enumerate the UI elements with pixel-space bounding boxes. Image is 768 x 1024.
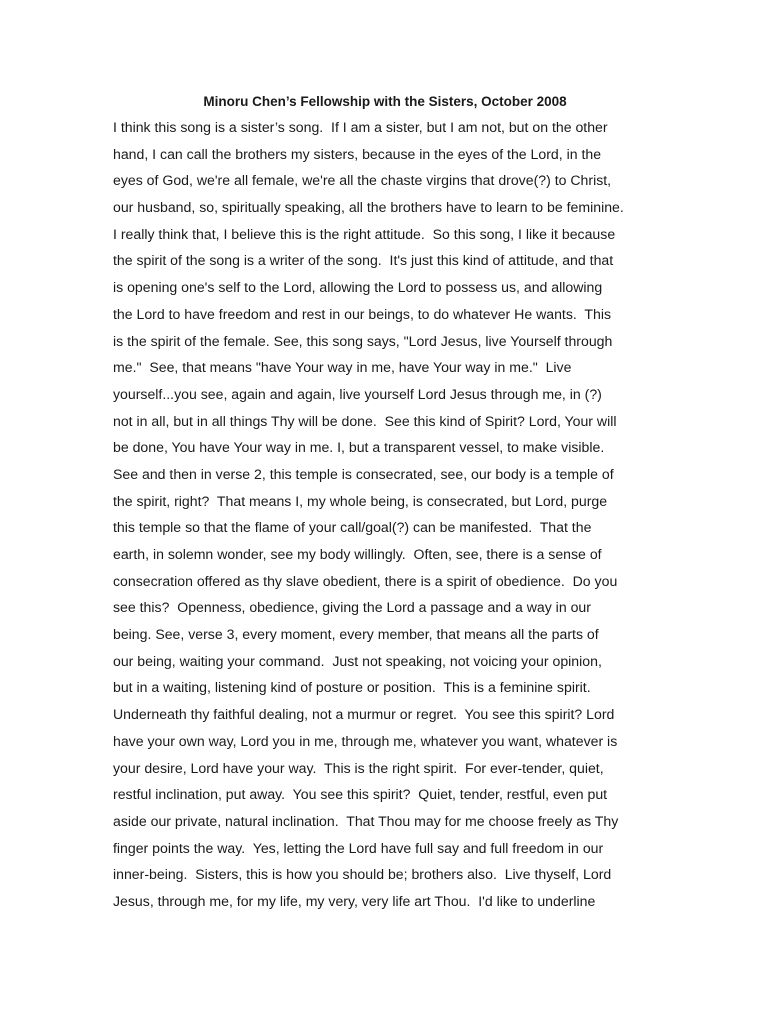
body-line: your desire, Lord have your way. This is the right spirit. For ever-tender, quiet, — [113, 759, 604, 776]
body-line: aside our private, natural inclination. That Thou may for me choose freely as Thy — [113, 812, 619, 829]
body-line: yourself...you see, again and again, live yourself Lord Jesus through me, in (?) — [113, 385, 602, 402]
body-line: the spirit, right? That means I, my whole being, is consecrated, but Lord, purge — [113, 492, 608, 509]
body-line: eyes of God, we're all female, we're all the chaste virgins that drove(?) to Christ, — [113, 172, 612, 189]
body-line: the Lord to have freedom and rest in our beings, to do whatever He wants. This — [113, 305, 612, 322]
body-line: I think this song is a sister’s song. If I am a sister, but I am not, but on the other — [113, 119, 608, 135]
document-title: Minoru Chen’s Fellowship with the Sisters, October 2008 — [203, 94, 567, 109]
body-line: restful inclination, put away. You see this spirit? Quiet, tender, restful, even put — [113, 786, 608, 803]
body-line: me." See, that means "have Your way in me, have Your way in me." Live — [113, 359, 572, 376]
body-line: this temple so that the flame of your call/goal(?) can be manifested. That the — [113, 519, 592, 536]
body-line: inner-being. Sisters, this is how you should be; brothers also. Live thyself, Lord — [113, 866, 612, 883]
body-line: is opening one's self to the Lord, allowing the Lord to possess us, and allowing — [113, 279, 603, 296]
body-line: Jesus, through me, for my life, my very, very life art Thou. I'd like to underline — [113, 892, 596, 909]
body-line: see this? Openness, obedience, giving the Lord a passage and a way in our — [113, 599, 591, 616]
document-body — [113, 114, 673, 915]
body-line: See and then in verse 2, this temple is consecrated, see, our body is a temple of — [113, 465, 614, 482]
body-line: but in a waiting, listening kind of posture or position. This is a feminine spirit. — [113, 679, 591, 696]
body-line: the spirit of the song is a writer of the song. It's just this kind of attitude, and that — [113, 252, 614, 269]
body-line: being. See, verse 3, every moment, every member, that means all the parts of — [113, 626, 599, 643]
body-line: hand, I can call the brothers my sisters, because in the eyes of the Lord, in the — [113, 145, 602, 162]
body-line: have your own way, Lord you in me, through me, whatever you want, whatever is — [113, 732, 618, 749]
body-line: I really think that, I believe this is the right attitude. So this song, I like it because — [113, 225, 616, 242]
body-line: our husband, so, spiritually speaking, all the brothers have to learn to be feminine. — [113, 199, 624, 216]
body-line: earth, in solemn wonder, see my body willingly. Often, see, there is a sense of — [113, 546, 602, 562]
body-line: is the spirit of the female. See, this song says, "Lord Jesus, live Yourself through — [113, 332, 613, 349]
body-line: not in all, but in all things Thy will be done. See this kind of Spirit? Lord, Your will — [113, 412, 617, 429]
body-line: our being, waiting your command. Just not speaking, not voicing your opinion, — [113, 652, 602, 669]
body-line: Underneath thy faithful dealing, not a murmur or regret. You see this spirit? Lord — [113, 706, 615, 723]
body-line: consecration offered as thy slave obedient, there is a spirit of obedience. Do you — [113, 572, 618, 589]
body-line: finger points the way. Yes, letting the Lord have full say and full freedom in our — [113, 839, 604, 856]
body-line: be done, You have Your way in me. I, but a transparent vessel, to make visible. — [113, 439, 605, 456]
